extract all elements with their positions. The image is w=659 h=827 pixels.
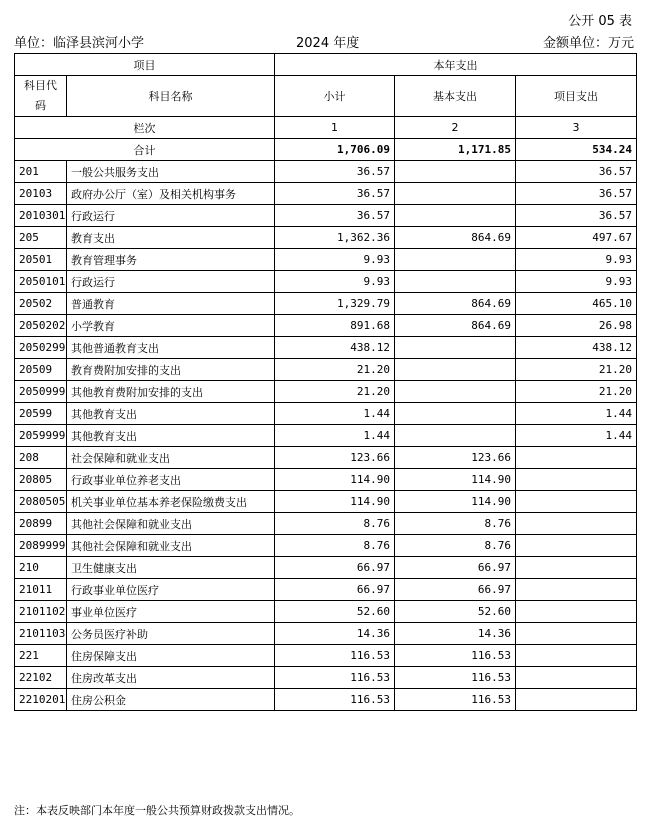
- row-subtotal: 21.20: [275, 359, 395, 381]
- row-basic: 116.53: [395, 667, 516, 689]
- row-basic: 14.36: [395, 623, 516, 645]
- row-item: [516, 601, 637, 623]
- row-item: [516, 513, 637, 535]
- row-basic: [395, 205, 516, 227]
- row-name: 教育支出: [67, 227, 275, 249]
- total-row: [15, 139, 637, 161]
- row-subtotal: 114.90: [275, 491, 395, 513]
- row-code: 20805: [15, 469, 67, 491]
- row-item: [516, 491, 637, 513]
- table-row: [15, 183, 637, 205]
- row-code: 20509: [15, 359, 67, 381]
- table-row: [15, 205, 637, 227]
- row-name: 小学教育: [67, 315, 275, 337]
- row-subtotal: 1,362.36: [275, 227, 395, 249]
- row-name: 住房改革支出: [67, 667, 275, 689]
- row-subtotal: 36.57: [275, 205, 395, 227]
- row-subtotal: 116.53: [275, 645, 395, 667]
- table-note: 注：本表反映部门本年度一般公共预算财政拨款支出情况。: [14, 804, 300, 817]
- row-item: 9.93: [516, 249, 637, 271]
- table-row: [15, 557, 637, 579]
- row-basic: 8.76: [395, 535, 516, 557]
- table-row: [15, 491, 637, 513]
- row-basic: 114.90: [395, 469, 516, 491]
- table-row: [15, 315, 637, 337]
- row-subtotal: 1.44: [275, 403, 395, 425]
- row-code: 2050299: [15, 337, 67, 359]
- lanci-row: [15, 117, 637, 139]
- table-row: [15, 161, 637, 183]
- row-subtotal: 52.60: [275, 601, 395, 623]
- row-code: 20599: [15, 403, 67, 425]
- table-row: [15, 293, 637, 315]
- lanci-3: 3: [516, 117, 637, 139]
- row-subtotal: 9.93: [275, 271, 395, 293]
- report-year: 2024 年度: [296, 36, 360, 51]
- table-row: [15, 447, 637, 469]
- row-basic: 114.90: [395, 491, 516, 513]
- row-basic: [395, 183, 516, 205]
- row-code: 2059999: [15, 425, 67, 447]
- header-project: 项目: [15, 54, 275, 76]
- row-subtotal: 891.68: [275, 315, 395, 337]
- row-subtotal: 1.44: [275, 425, 395, 447]
- row-code: 20103: [15, 183, 67, 205]
- row-subtotal: 123.66: [275, 447, 395, 469]
- row-name: 卫生健康支出: [67, 557, 275, 579]
- table-row: [15, 271, 637, 293]
- row-basic: 66.97: [395, 557, 516, 579]
- row-item: 21.20: [516, 381, 637, 403]
- row-basic: [395, 425, 516, 447]
- header-row-2: [15, 76, 637, 117]
- row-subtotal: 1,329.79: [275, 293, 395, 315]
- row-code: 2101103: [15, 623, 67, 645]
- row-code: 208: [15, 447, 67, 469]
- row-name: 教育管理事务: [67, 249, 275, 271]
- row-name: 一般公共服务支出: [67, 161, 275, 183]
- row-item: 36.57: [516, 161, 637, 183]
- expenditure-table: [14, 53, 637, 711]
- row-subtotal: 8.76: [275, 513, 395, 535]
- row-name: 公务员医疗补助: [67, 623, 275, 645]
- row-subtotal: 114.90: [275, 469, 395, 491]
- row-code: 20899: [15, 513, 67, 535]
- row-name: 行政事业单位医疗: [67, 579, 275, 601]
- row-name: 行政事业单位养老支出: [67, 469, 275, 491]
- row-name: 其他教育支出: [67, 425, 275, 447]
- total-label: 合计: [15, 139, 275, 161]
- table-row: [15, 623, 637, 645]
- row-code: 210: [15, 557, 67, 579]
- row-item: 36.57: [516, 183, 637, 205]
- row-basic: 116.53: [395, 689, 516, 711]
- row-name: 其他普通教育支出: [67, 337, 275, 359]
- table-row: [15, 689, 637, 711]
- table-row: [15, 425, 637, 447]
- row-code: 20502: [15, 293, 67, 315]
- row-code: 2050999: [15, 381, 67, 403]
- row-name: 社会保障和就业支出: [67, 447, 275, 469]
- row-code: 2210201: [15, 689, 67, 711]
- row-item: 26.98: [516, 315, 637, 337]
- row-basic: [395, 337, 516, 359]
- row-code: 21011: [15, 579, 67, 601]
- unit-name: 单位：临泽县滨河小学: [14, 36, 145, 51]
- row-basic: [395, 249, 516, 271]
- row-basic: [395, 381, 516, 403]
- row-code: 2080505: [15, 491, 67, 513]
- row-name: 其他教育费附加安排的支出: [67, 381, 275, 403]
- row-item: 9.93: [516, 271, 637, 293]
- lanci-label: 栏次: [15, 117, 275, 139]
- table-row: [15, 337, 637, 359]
- row-basic: 123.66: [395, 447, 516, 469]
- row-code: 20501: [15, 249, 67, 271]
- table-row: [15, 249, 637, 271]
- row-code: 22102: [15, 667, 67, 689]
- row-item: 21.20: [516, 359, 637, 381]
- row-subtotal: 9.93: [275, 249, 395, 271]
- row-name: 住房公积金: [67, 689, 275, 711]
- table-row: [15, 645, 637, 667]
- row-item: 1.44: [516, 403, 637, 425]
- row-subtotal: 36.57: [275, 183, 395, 205]
- row-basic: 864.69: [395, 227, 516, 249]
- row-name: 机关事业单位基本养老保险缴费支出: [67, 491, 275, 513]
- row-code: 201: [15, 161, 67, 183]
- row-basic: 864.69: [395, 293, 516, 315]
- row-name: 住房保障支出: [67, 645, 275, 667]
- report-header: [14, 32, 634, 52]
- row-item: [516, 447, 637, 469]
- row-basic: 66.97: [395, 579, 516, 601]
- row-name: 教育费附加安排的支出: [67, 359, 275, 381]
- row-basic: [395, 403, 516, 425]
- row-subtotal: 116.53: [275, 689, 395, 711]
- header-current-year: 本年支出: [275, 54, 637, 76]
- table-row: [15, 535, 637, 557]
- table-row: [15, 403, 637, 425]
- row-name: 政府办公厅（室）及相关机构事务: [67, 183, 275, 205]
- row-item: 438.12: [516, 337, 637, 359]
- row-basic: [395, 271, 516, 293]
- row-item: [516, 579, 637, 601]
- total-item: 534.24: [516, 139, 637, 161]
- row-item: 497.67: [516, 227, 637, 249]
- table-row: [15, 513, 637, 535]
- row-basic: 52.60: [395, 601, 516, 623]
- row-code: 2101102: [15, 601, 67, 623]
- row-code: 2050101: [15, 271, 67, 293]
- table-row: [15, 601, 637, 623]
- row-basic: 116.53: [395, 645, 516, 667]
- row-subtotal: 36.57: [275, 161, 395, 183]
- header-code: 科目代码: [15, 76, 67, 117]
- total-subtotal: 1,706.09: [275, 139, 395, 161]
- table-row: [15, 381, 637, 403]
- row-code: 2010301: [15, 205, 67, 227]
- row-item: [516, 557, 637, 579]
- row-item: 36.57: [516, 205, 637, 227]
- row-subtotal: 66.97: [275, 579, 395, 601]
- row-basic: 8.76: [395, 513, 516, 535]
- row-basic: [395, 359, 516, 381]
- table-row: [15, 227, 637, 249]
- total-basic: 1,171.85: [395, 139, 516, 161]
- row-subtotal: 438.12: [275, 337, 395, 359]
- row-name: 行政运行: [67, 271, 275, 293]
- row-name: 事业单位医疗: [67, 601, 275, 623]
- row-name: 普通教育: [67, 293, 275, 315]
- row-item: [516, 645, 637, 667]
- lanci-1: 1: [275, 117, 395, 139]
- row-code: 2089999: [15, 535, 67, 557]
- row-basic: [395, 161, 516, 183]
- row-item: [516, 469, 637, 491]
- table-row: [15, 359, 637, 381]
- row-item: [516, 535, 637, 557]
- row-subtotal: 116.53: [275, 667, 395, 689]
- row-name: 其他社会保障和就业支出: [67, 535, 275, 557]
- table-row: [15, 667, 637, 689]
- table-row: [15, 469, 637, 491]
- row-name: 行政运行: [67, 205, 275, 227]
- row-subtotal: 66.97: [275, 557, 395, 579]
- row-subtotal: 14.36: [275, 623, 395, 645]
- row-code: 221: [15, 645, 67, 667]
- row-subtotal: 21.20: [275, 381, 395, 403]
- form-number: 公开 05 表: [568, 14, 632, 29]
- row-name: 其他社会保障和就业支出: [67, 513, 275, 535]
- money-unit: 金额单位：万元: [542, 36, 634, 51]
- header-basic: 基本支出: [395, 76, 516, 117]
- lanci-2: 2: [395, 117, 516, 139]
- row-subtotal: 8.76: [275, 535, 395, 557]
- row-item: [516, 689, 637, 711]
- row-item: 465.10: [516, 293, 637, 315]
- row-code: 2050202: [15, 315, 67, 337]
- table-row: [15, 579, 637, 601]
- row-item: [516, 667, 637, 689]
- row-item: [516, 623, 637, 645]
- header-item: 项目支出: [516, 76, 637, 117]
- header-subtotal: 小计: [275, 76, 395, 117]
- row-name: 其他教育支出: [67, 403, 275, 425]
- header-name: 科目名称: [67, 76, 275, 117]
- row-code: 205: [15, 227, 67, 249]
- row-item: 1.44: [516, 425, 637, 447]
- row-basic: 864.69: [395, 315, 516, 337]
- header-row-1: [15, 54, 637, 76]
